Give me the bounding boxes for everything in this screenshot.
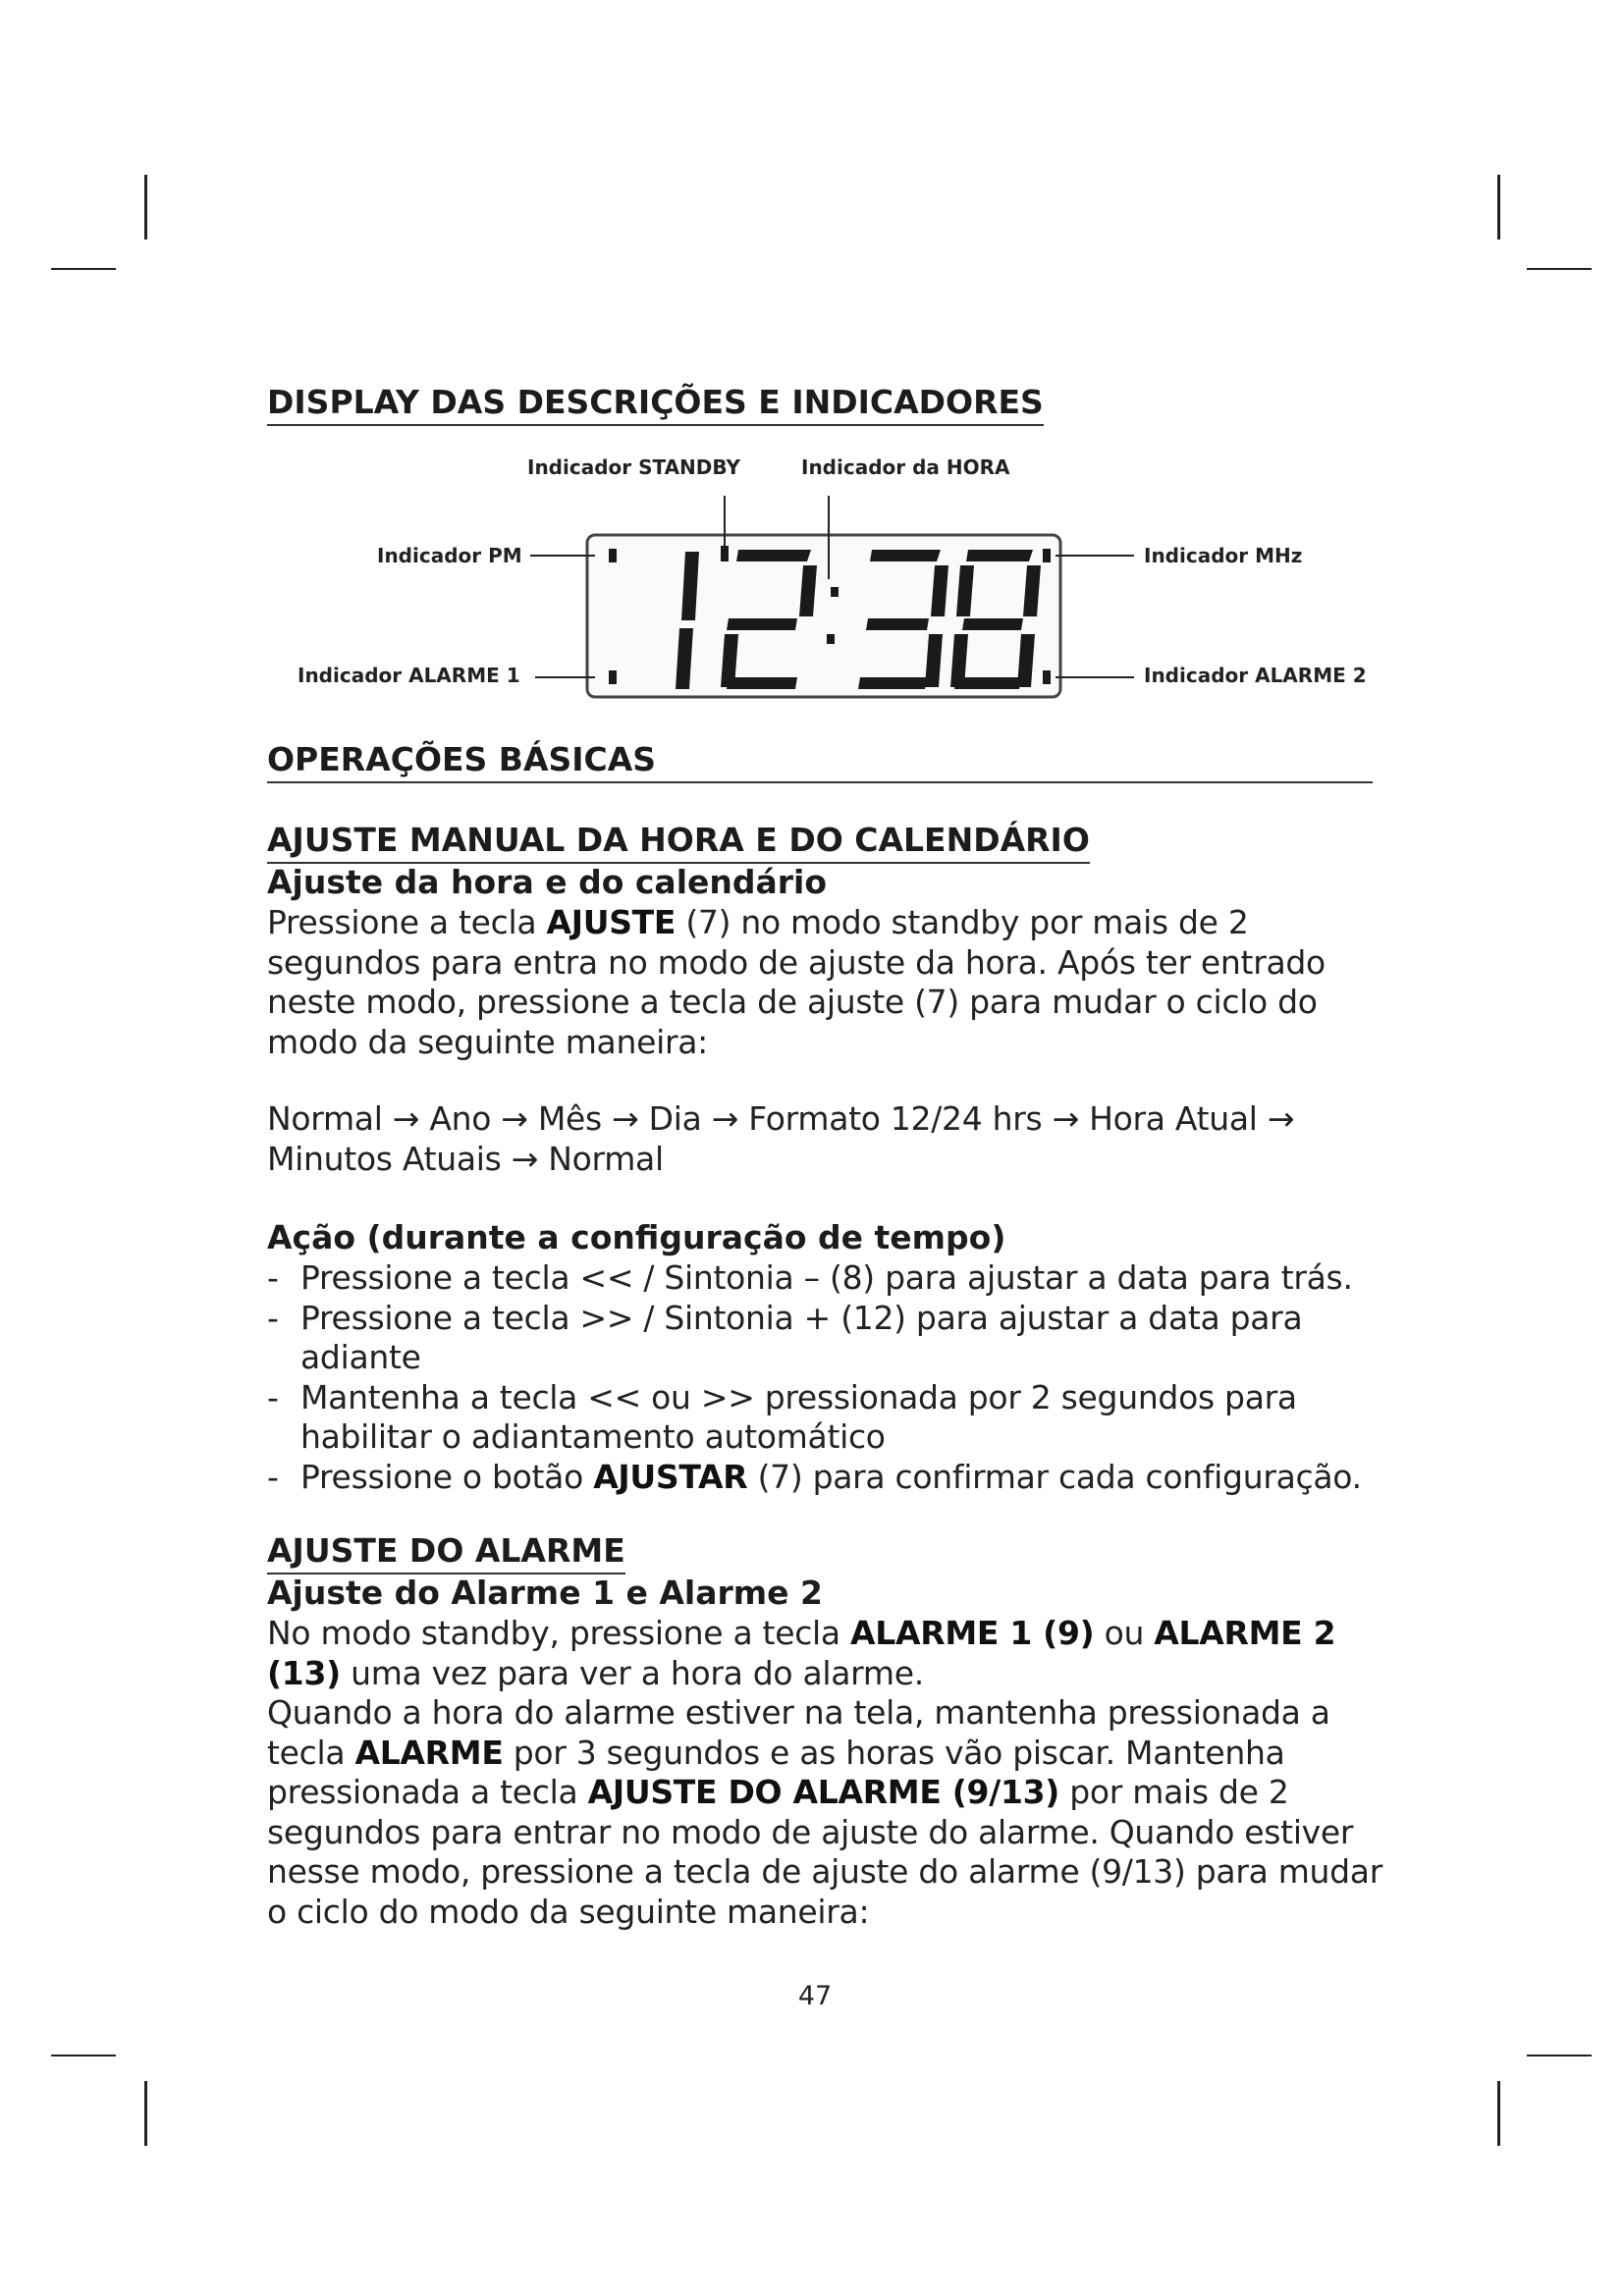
digit-2-segment [727,677,797,689]
crop-mark [51,268,116,270]
pm-indicator-segment [609,549,617,562]
crop-mark [1497,175,1500,240]
alarme-paragraph-2: Quando a hora do alarme estiver na tela, mantenha pressionada a tecla ALARME por 3 segundos e as horas vão piscar. Mantenha pressionada a tecla AJUSTE DO ALARME (9/13) por mais de 2 segundos para entrar no modo de ajuste do alarme. Quando estiver nesse modo, pressione a tecla de ajuste do alarme (9/13) para mudar o ciclo do modo da seguinte maneira: [267,1693,1382,1931]
digit-2-segment [727,618,797,630]
crop-mark [1527,2055,1592,2056]
ajuste-manual-title: AJUSTE MANUAL DA HORA E DO CALENDÁRIO [267,821,1090,864]
mhz-indicator-segment [1043,549,1051,562]
list-item: - Pressione a tecla << / Sintonia – (8) para ajustar a data para trás. [267,1258,1353,1297]
digit-8-segment [954,677,1021,689]
alarme-paragraph-1: No modo standby, pressione a tecla ALARME 1 (9) ou ALARME 2 (13) uma vez para ver a hora do alarme. [267,1614,1336,1692]
colon-dot [831,587,839,597]
digit-8-segment [962,618,1023,630]
label-standby: Indicador STANDBY [527,455,741,479]
digit-3-segment [858,677,927,689]
alarme-subtitle: Ajuste do Alarme 1 e Alarme 2 [267,1574,823,1612]
crop-mark [144,2081,147,2146]
crop-mark [51,2055,116,2056]
label-mhz: Indicador MHz [1144,544,1303,567]
list-item: - Pressione a tecla >> / Sintonia + (12) para ajustar a data para adiante [267,1298,1303,1376]
alarm2-indicator-segment [1043,670,1051,684]
list-item: - Pressione o botão AJUSTAR (7) para confirmar cada configuração. [267,1457,1362,1496]
label-hora: Indicador da HORA [801,455,1010,479]
label-alarme1: Indicador ALARME 1 [298,664,520,687]
alarme-title: AJUSTE DO ALARME [267,1531,625,1575]
crop-mark [1527,268,1592,270]
mode-sequence: Normal → Ano → Mês → Dia → Formato 12/24 hrs → Hora Atual → Minutos Atuais → Normal [267,1099,1295,1178]
list-item: - Mantenha a tecla << ou >> pressionada por 2 segundos para habilitar o adiantamento automático [267,1377,1297,1456]
digit-3-segment [870,550,941,561]
acao-list [267,1258,1396,1497]
ajuste-manual-paragraph: Pressione a tecla AJUSTE (7) no modo standby por mais de 2 segundos para entra no modo de ajuste da hora. Após ter entrado neste modo, pressione a tecla de ajuste (7) para mudar o ciclo do modo da seguinte maneira: [267,903,1326,1061]
lcd-display-diagram [0,471,1624,726]
label-alarme2: Indicador ALARME 2 [1144,664,1367,687]
ajuste-manual-subtitle: Ajuste da hora e do calendário [267,863,828,901]
colon-dot [827,634,835,644]
display-section-title: DISPLAY DAS DESCRIÇÕES E INDICADORES [267,383,1044,426]
alarm1-indicator-segment [609,670,617,684]
acao-title: Ação (durante a configuração de tempo) [267,1218,1006,1256]
operacoes-title: OPERAÇÕES BÁSICAS [267,740,1373,783]
page-number: 47 [797,1981,833,2011]
digit-3-segment [866,618,929,630]
standby-indicator-segment [721,546,729,561]
crop-mark [1497,2081,1500,2146]
digit-8-segment [966,550,1033,561]
digit-2-segment [736,550,811,561]
crop-mark [144,175,147,240]
label-pm: Indicador PM [377,544,522,567]
